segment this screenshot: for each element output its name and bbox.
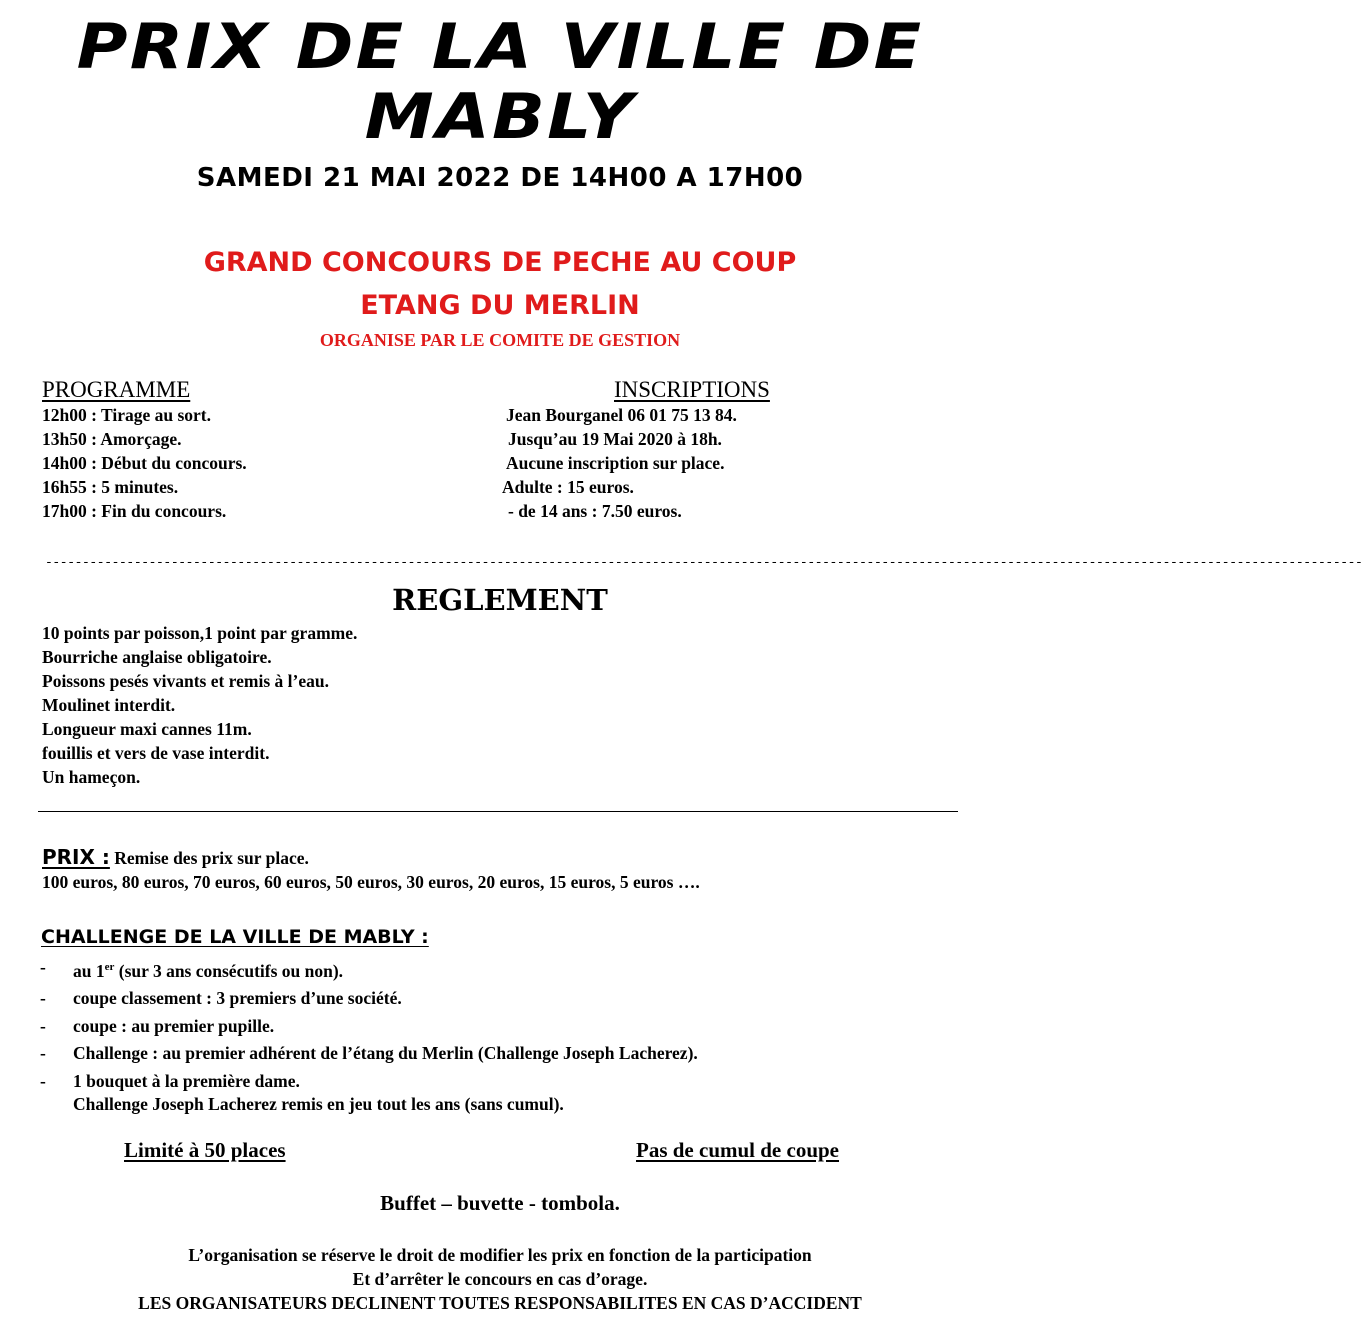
footer-note-1: L’organisation se réserve le droit de modifier les prix en fonction de la participation xyxy=(188,1245,812,1265)
bullet-dash: - xyxy=(40,1015,46,1036)
buffet-line: Buffet – buvette - tombola. xyxy=(380,1191,620,1215)
inscriptions-item: Jean Bourganel 06 01 75 13 84. xyxy=(506,405,737,425)
programme-item: 17h00 : Fin du concours. xyxy=(42,501,227,521)
prix-section xyxy=(42,845,700,894)
challenge-heading: CHALLENGE DE LA VILLE DE MABLY : xyxy=(41,926,429,948)
challenge-list xyxy=(40,954,698,1119)
programme-list xyxy=(42,403,247,523)
programme-item: 14h00 : Début du concours. xyxy=(42,453,247,473)
reglement-item: Un hameçon. xyxy=(42,767,141,787)
programme-item: 13h50 : Amorçage. xyxy=(42,429,182,449)
challenge-item: - Challenge : au premier adhérent de l’étang du Merlin (Challenge Joseph Lacherez). xyxy=(40,1040,698,1068)
inscriptions-item: Jusqu’au 19 Mai 2020 à 18h. xyxy=(508,429,722,449)
reglement-heading: REGLEMENT xyxy=(392,583,608,617)
reglement-item: 10 points par poisson,1 point par gramme. xyxy=(42,623,358,643)
inscriptions-item: - de 14 ans : 7.50 euros. xyxy=(508,501,682,521)
event-date: SAMEDI 21 MAI 2022 DE 14H00 A 17H00 xyxy=(196,163,804,193)
reglement-item: Poissons pesés vivants et remis à l’eau. xyxy=(42,671,329,691)
reglement-item: Bourriche anglaise obligatoire. xyxy=(42,647,272,667)
programme-item: 12h00 : Tirage au sort. xyxy=(42,405,212,425)
event-location: ETANG DU MERLIN xyxy=(360,290,640,321)
dashed-separator: ---------------------------------------------------------------------------------------------------------------------------------------------------------------------------------- xyxy=(45,555,1362,570)
reglement-item: Moulinet interdit. xyxy=(42,695,176,715)
footer-note-2: Et d’arrêter le concours en cas d’orage. xyxy=(352,1269,648,1289)
programme-heading: PROGRAMME xyxy=(42,377,191,402)
title-line-1: PRIX DE LA VILLE DE xyxy=(76,10,924,83)
reglement-item: fouillis et vers de vase interdit. xyxy=(42,743,270,763)
event-organizer: ORGANISE PAR LE COMITE DE GESTION xyxy=(319,330,681,350)
programme-item: 16h55 : 5 minutes. xyxy=(42,477,179,497)
prix-intro: Remise des prix sur place. xyxy=(109,848,309,868)
no-cumul-notice: Pas de cumul de coupe xyxy=(636,1138,840,1162)
inscriptions-item: Adulte : 15 euros. xyxy=(502,477,634,497)
footer-note-3: LES ORGANISATEURS DECLINENT TOUTES RESPONSABILITES EN CAS D’ACCIDENT xyxy=(138,1293,862,1313)
places-limit: Limité à 50 places xyxy=(124,1138,286,1162)
bullet-dash: - xyxy=(40,1070,46,1091)
prix-label: PRIX : xyxy=(42,845,110,869)
prix-amounts: 100 euros, 80 euros, 70 euros, 60 euros, 50 euros, 30 euros, 20 euros, 15 euros, 5 euros …. xyxy=(42,872,700,892)
challenge-item: - coupe : au premier pupille. xyxy=(40,1013,698,1041)
inscriptions-heading: INSCRIPTIONS xyxy=(614,377,770,402)
challenge-item: - au 1er (sur 3 ans consécutifs ou non). xyxy=(40,954,698,985)
title-line-2: MABLY xyxy=(364,80,636,153)
challenge-continuation: Challenge Joseph Lacherez remis en jeu tout les ans (sans cumul). xyxy=(73,1094,564,1115)
bullet-dash: - xyxy=(40,957,46,977)
event-name: GRAND CONCOURS DE PECHE AU COUP xyxy=(203,247,797,278)
reglement-list xyxy=(42,621,357,789)
challenge-item: - coupe classement : 3 premiers d’une société. xyxy=(40,985,698,1013)
inscriptions-list xyxy=(502,403,737,523)
reglement-item: Longueur maxi cannes 11m. xyxy=(42,719,252,739)
bullet-dash: - xyxy=(40,1043,46,1064)
challenge-item: - 1 bouquet à la première dame. xyxy=(40,1068,698,1096)
inscriptions-item: Aucune inscription sur place. xyxy=(506,453,725,473)
horizontal-rule xyxy=(38,811,958,812)
bullet-dash: - xyxy=(40,988,46,1009)
